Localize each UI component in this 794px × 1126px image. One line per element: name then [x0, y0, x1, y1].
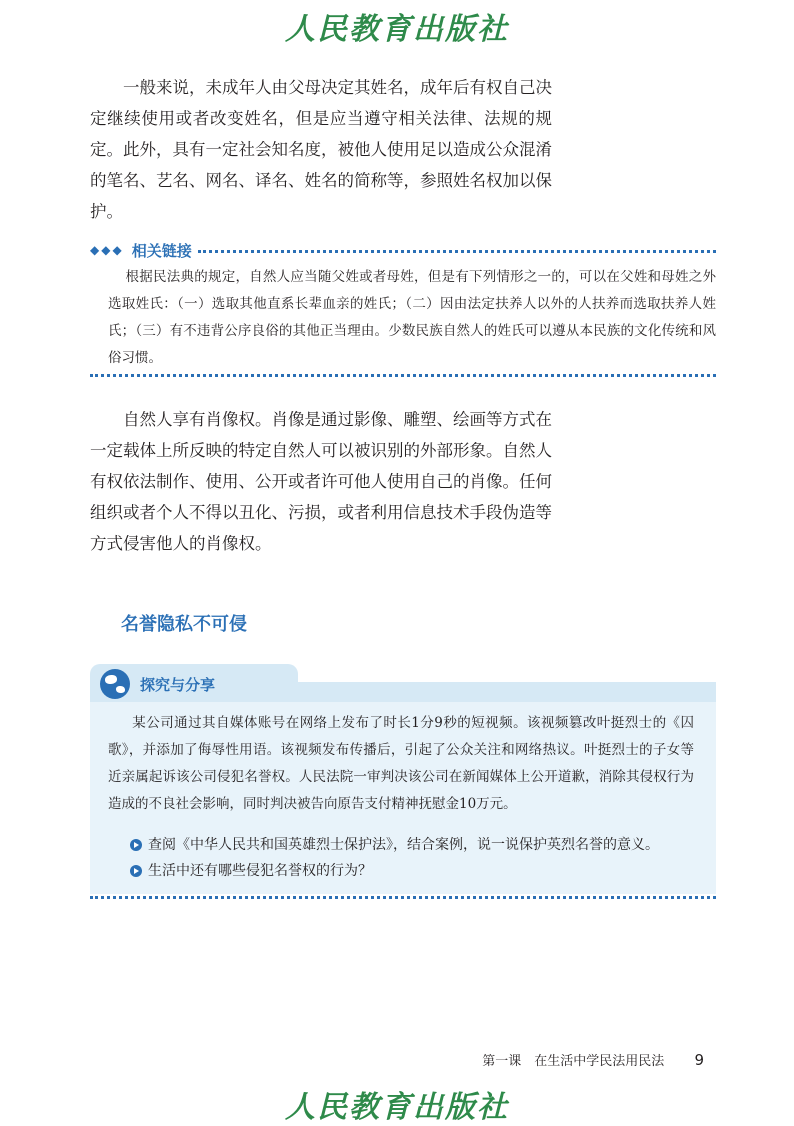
explore-title: 探究与分享	[140, 675, 216, 694]
body-paragraph-portrait-right: 自然人享有肖像权。肖像是通过影像、雕塑、绘画等方式在一定载体上所反映的特定自然人可以被识别的外部形象。自然人有权依法制作、使用、公开或者许可他人使用自己的肖像。任何组织或者个人不得以丑化、污损，或者利用信息技术手段伪造等方式侵害他人的肖像权。	[90, 410, 552, 553]
explore-share-box	[90, 664, 716, 900]
publisher-logo: 人民教育出版社	[285, 12, 509, 47]
play-arrow-icon	[130, 865, 142, 877]
page-footer	[0, 1050, 704, 1069]
related-link-text: 根据民法典的规定，自然人应当随父姓或者母姓，但是有下列情形之一的，可以在父姓和母姓之外选取姓氏：（一）选取其他直系长辈血亲的姓氏；（二）因由法定扶养人以外的人扶养而选取扶养人姓氏；（三）有不违背公序良俗的其他正当理由。少数民族自然人的姓氏可以遵从本民族的文化传统和风俗习惯。	[108, 269, 716, 366]
lesson-title: 第一课 在生活中学民法用民法	[482, 1054, 665, 1069]
question-list	[130, 832, 716, 884]
globe-icon	[100, 669, 130, 699]
question-text: 生活中还有哪些侵犯名誉权的行为？	[148, 863, 372, 879]
related-link-header	[90, 238, 716, 262]
related-link-title: 相关链接	[131, 241, 192, 260]
body-paragraph-name-right: 一般来说，未成年人由父母决定其姓名，成年后有权自己决定继续使用或者改变姓名，但是应当遵守相关法律、法规的规定。此外，具有一定社会知名度，被他人使用足以造成公众混淆的笔名、艺名、网名、译名、姓名的简称等，参照姓名权加以保护。	[90, 78, 552, 221]
explore-body	[90, 702, 716, 894]
play-arrow-icon	[130, 839, 142, 851]
section-title: 名誉隐私不可侵	[121, 614, 247, 635]
question-item	[130, 832, 716, 858]
publisher-logo-bottom: 人民教育出版社	[285, 1090, 509, 1125]
dotted-divider	[198, 250, 716, 253]
related-link-box	[90, 238, 716, 378]
question-item	[130, 858, 716, 884]
dotted-divider-bottom	[90, 374, 716, 377]
diamond-bullets-icon: ◆◆◆	[90, 243, 124, 257]
explore-tab	[90, 664, 298, 704]
page-number: 9	[694, 1051, 704, 1069]
dotted-divider-bottom	[90, 896, 716, 899]
explore-case-text: 某公司通过其自媒体账号在网络上发布了时长1分9秒的短视频。该视频篡改叶挺烈士的《囚歌》，并添加了侮辱性用语。该视频发布传播后，引起了公众关注和网络热议。叶挺烈士的子女等近亲属起诉该公司侵犯名誉权。人民法院一审判决该公司在新闻媒体上公开道歉，消除其侵权行为造成的不良社会影响，同时判决被告向原告支付精神抚慰金10万元。	[108, 715, 694, 812]
question-text: 查阅《中华人民共和国英雄烈士保护法》，结合案例，说一说保护英烈名誉的意义。	[148, 837, 659, 853]
